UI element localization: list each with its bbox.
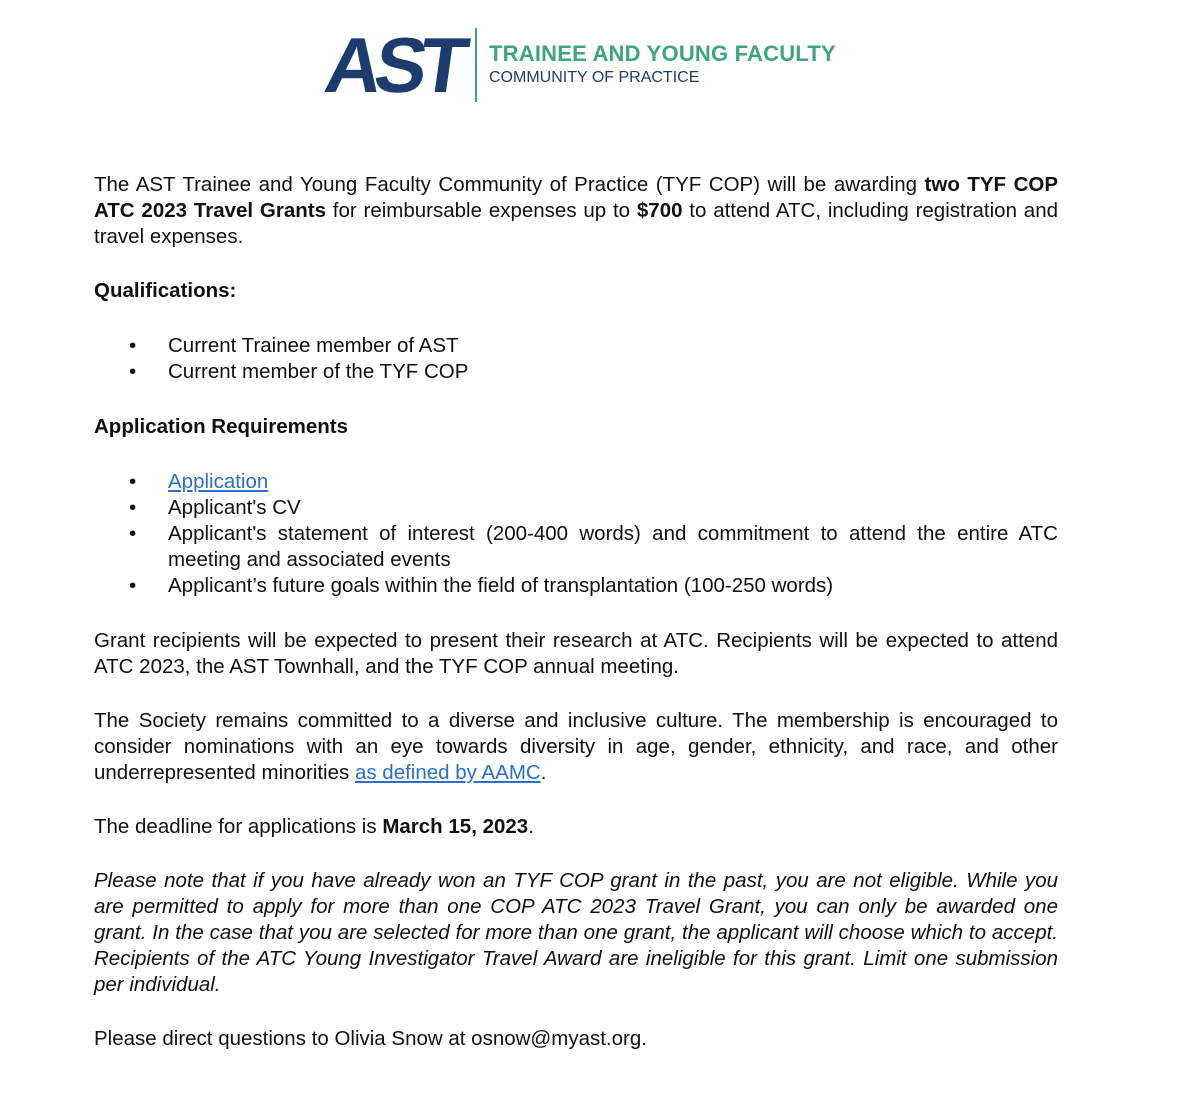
logo-subtitle: COMMUNITY OF PRACTICE	[489, 68, 700, 86]
list-item: • Applicant’s future goals within the field of transplantation (100-250 words)	[94, 573, 1058, 599]
recipients-paragraph: Grant recipients will be expected to present their research at ATC. Recipients will be expected to attend ATC 2023, the AST Townhall, and the TYF COP annual meeting.	[94, 629, 1058, 678]
diversity-paragraph	[94, 708, 1058, 786]
list-item: • Current Trainee member of AST	[94, 333, 1058, 359]
ast-logo	[319, 21, 836, 109]
intro-text-3: to attend ATC, including registration and travel expenses.	[94, 199, 1058, 248]
eligibility-note: Please note that if you have already won an TYF COP grant in the past, you are not eligible. While you are permitted to apply for more than one COP ATC 2023 Travel Grant, you can only be awarded one grant. In the case that you are selected for more than one grant, the applicant will choose which to accept. Recipients of the ATC Young Investigator Travel Award are ineligible for this grant. Limit one submission per individual.	[94, 869, 1058, 996]
list-item	[94, 469, 1058, 495]
application-link[interactable]: Application	[168, 470, 269, 493]
intro-paragraph	[94, 172, 1058, 250]
logo-text	[489, 42, 836, 89]
intro-text-1: The AST Trainee and Young Faculty Community of Practice (TYF COP) will be awarding	[94, 173, 925, 196]
diversity-end: .	[540, 761, 547, 784]
intro-grant-name: two TYF COP ATC 2023 Travel Grants	[94, 173, 1058, 222]
contact-paragraph: Please direct questions to Olivia Snow at osnow@myast.org.	[94, 1027, 647, 1050]
deadline-date: March 15, 2023	[382, 815, 529, 838]
qualifications-list	[94, 333, 1058, 385]
intro-text-2: for reimbursable expenses up to	[325, 199, 637, 222]
logo-title: TRAINEE AND YOUNG FACULTY	[489, 40, 836, 66]
list-item: • Current member of the TYF COP	[94, 359, 1058, 385]
deadline-text: The deadline for applications is	[94, 815, 383, 838]
diversity-text: The Society remains committed to a diverse and inclusive culture. The membership is encouraged to consider nominations with an eye towards diversity in age, gender, ethnicity, and race, and other underrepresented minorities	[94, 709, 1058, 784]
ast-logo-mark: AST	[319, 21, 468, 109]
logo-divider	[475, 28, 477, 102]
intro-amount: $700	[636, 199, 683, 222]
requirements-list	[94, 469, 1058, 599]
qualifications-heading: Qualifications:	[94, 279, 237, 302]
deadline-end: .	[528, 815, 534, 838]
list-item: • Applicant's CV	[94, 495, 1058, 521]
requirements-heading: Application Requirements	[94, 415, 349, 438]
deadline-paragraph	[94, 814, 1058, 840]
document-body	[94, 172, 1058, 1052]
aamc-link[interactable]: as defined by AAMC	[354, 761, 541, 784]
list-item: • Applicant's statement of interest (200-400 words) and commitment to attend the entire ATC meeting and associated events	[94, 521, 1058, 573]
